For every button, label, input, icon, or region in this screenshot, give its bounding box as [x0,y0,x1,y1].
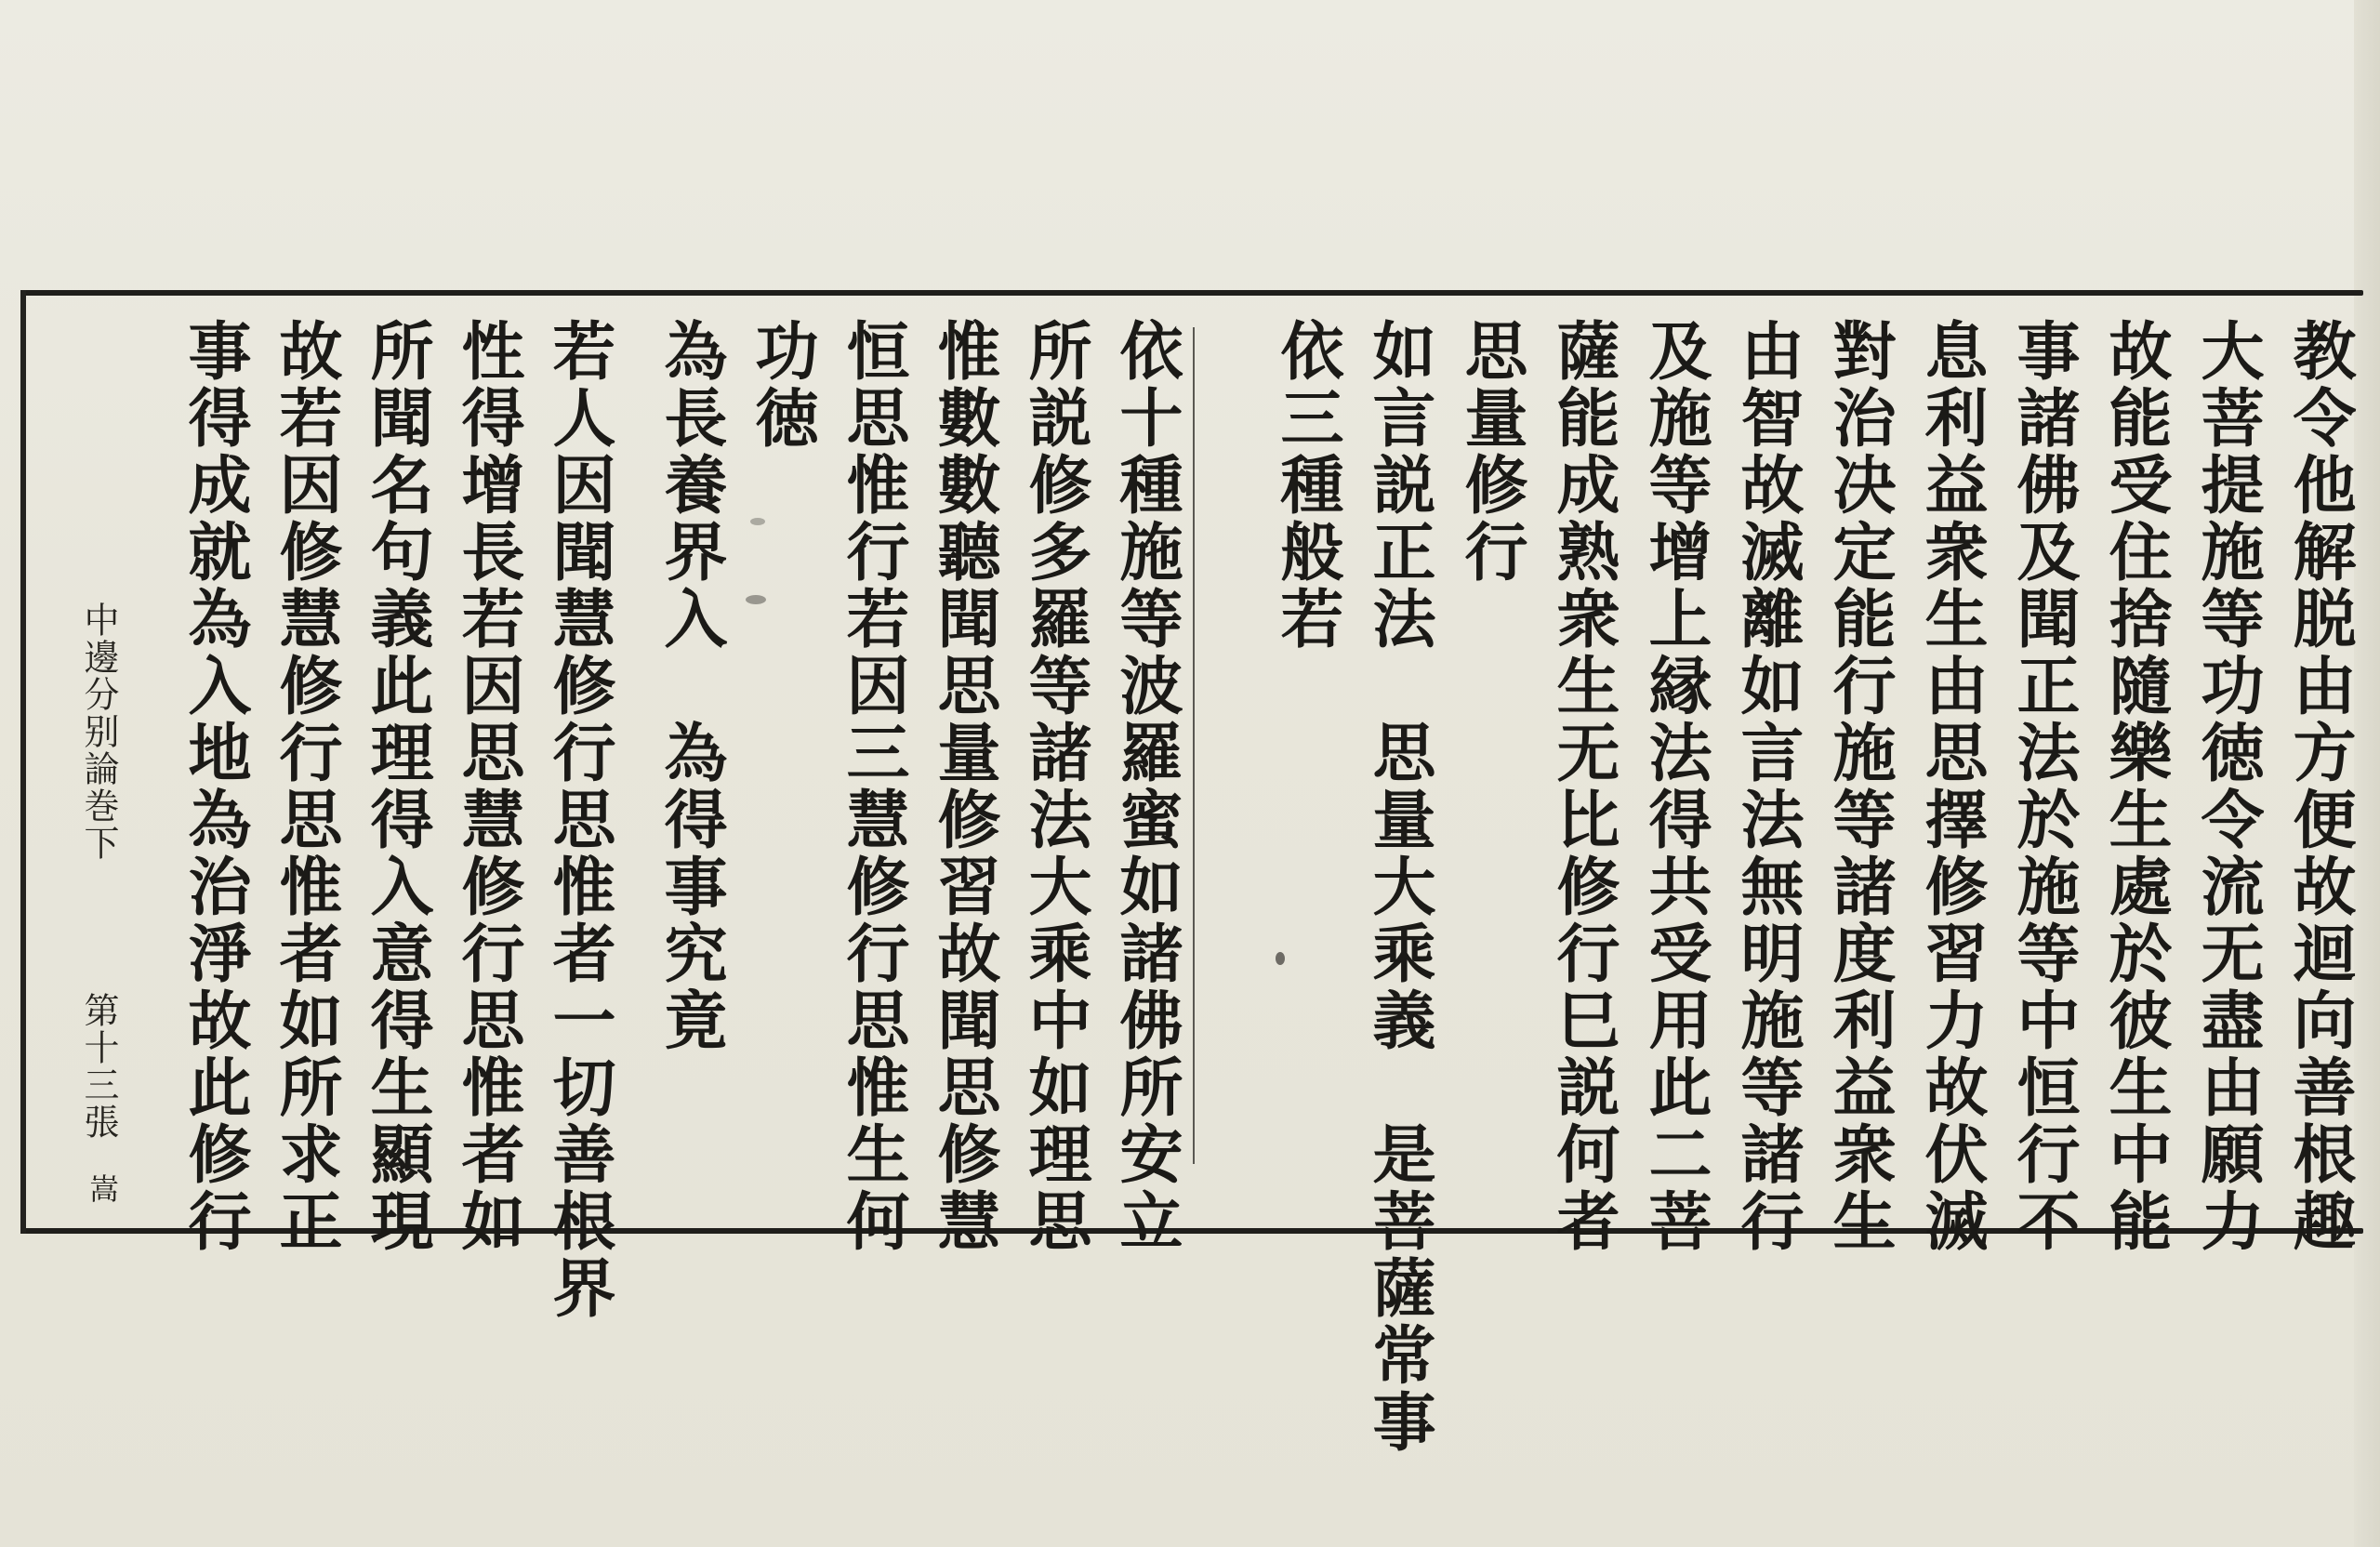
folio-mark: 嵩 [85,1173,120,1205]
text-column-21: 所聞名句義此理得入意得生顯現 [360,318,434,1255]
text-column-6: 對治决定能行施等諸度利益衆生 [1822,318,1897,1255]
text-column-7: 由智故滅離如言法無明施等諸行 [1730,318,1805,1255]
left-border-rule [20,290,26,1234]
ink-speck [746,595,766,604]
text-column-11: 如言説正法 思量大乘義 是菩薩常事 [1362,318,1436,1456]
text-column-8: 及施等增上縁法得共受用此二菩 [1638,318,1712,1255]
center-fold-line [1193,327,1195,1164]
ink-speck [750,518,765,525]
text-column-20: 性得增長若因思慧修行思惟者如 [451,318,525,1255]
text-column-16: 恒思惟行若因三慧修行思惟生何 [836,318,910,1255]
top-border-rule [20,290,2363,296]
folio-leaf-number: 第十三張 [78,992,119,1141]
text-column-2: 大菩提施等功徳令流无盡由願力 [2190,318,2265,1255]
text-column-14: 所説修多羅等諸法大乘中如理思 [1018,318,1092,1255]
text-column-22: 故若因修慧修行思惟者如所求正 [269,318,343,1255]
text-column-12: 依三種般若 [1270,318,1344,653]
text-column-13: 依十種施等波羅蜜如諸佛所安立 [1109,318,1183,1255]
text-column-3: 故能受住捨隨樂生處於彼生中能 [2098,318,2173,1255]
printed-block [20,290,2363,1456]
text-column-5: 息利益衆生由思擇修習力故伏滅 [1914,318,1989,1255]
text-column-18: 為長養界入 為得事究竟 [654,318,728,1054]
folio-title: 中邊分别論巻下 [78,602,119,862]
text-column-23: 事得成就為入地為治淨故此修行 [178,318,252,1255]
text-column-19: 若人因聞慧修行思惟者一切善根界 [542,318,616,1322]
text-column-4: 事諸佛及聞正法於施等中恒行不 [2006,318,2081,1255]
text-column-9: 薩能成熟衆生无比修行巳説何者 [1546,318,1620,1255]
text-column-17: 功徳 [745,318,819,452]
ink-speck [1276,952,1285,965]
text-column-1: 教令他解脱由方便故迴向善根趣 [2282,318,2357,1255]
text-column-15: 惟數數聽聞思量修習故聞思修慧 [927,318,1001,1255]
text-column-10: 思量修行 [1454,318,1528,586]
